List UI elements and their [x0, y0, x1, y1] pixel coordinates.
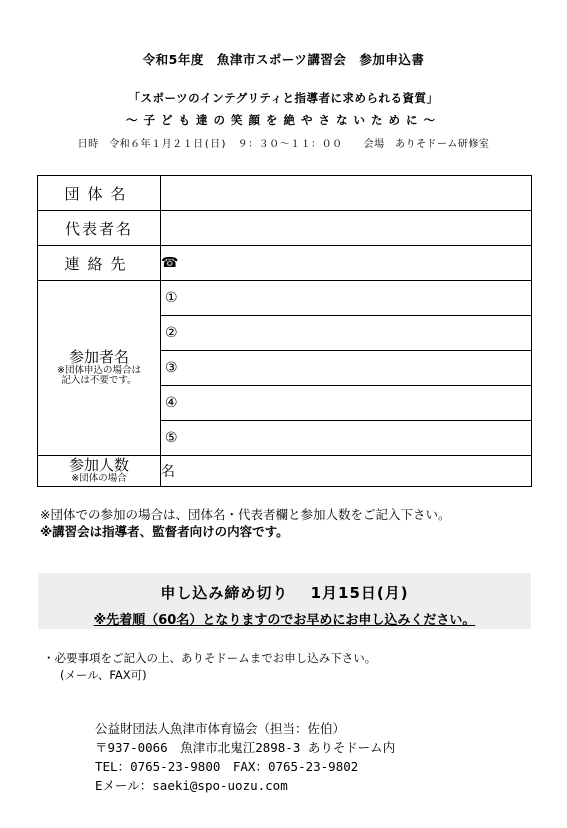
participant-count-label-cell [38, 456, 161, 487]
participant-field-5[interactable] [161, 421, 532, 456]
organization-email: Eメール：saeki@spo-uozu.com [95, 778, 288, 793]
participant-number: ③ [165, 360, 178, 376]
audience-note: ※講習会は指導者、監督者向けの内容です。 [40, 524, 289, 539]
capacity-note: ※先着順（60名）となりますのでお早めにお申し込みください。 [93, 613, 476, 628]
participant-field-3[interactable] [161, 351, 532, 386]
participant-number: ② [165, 325, 178, 341]
organization-name: 公益財団法人魚津市体育協会（担当：佐伯） [95, 721, 346, 736]
lecture-subtitle: 「スポーツのインテグリティと指導者に求められる資質」 [128, 91, 439, 105]
instruction-line: ・必要事項をご記入の上、ありそドームまでお申し込み下さい。 [43, 651, 377, 665]
event-date-venue: 日時 令和６年１月２１日(日) ９：３０～１１：００ 会場 ありそドーム研修室 [77, 139, 490, 150]
participant-count-field[interactable] [161, 456, 532, 487]
participant-field-4[interactable] [161, 386, 532, 421]
representative-field[interactable] [161, 211, 532, 246]
participants-note-1: ※団体申込の場合は [57, 364, 141, 376]
lecture-tagline: ～子ども達の笑顔を絶やさないために～ [126, 113, 441, 127]
participant-field-1[interactable] [161, 281, 532, 316]
contact-label: 連絡先 [38, 246, 161, 281]
contact-row [38, 246, 532, 281]
participant-count-note: ※団体の場合 [71, 472, 127, 484]
participant-number: ⑤ [165, 430, 178, 446]
group-name-field[interactable] [161, 176, 532, 211]
representative-row [38, 211, 532, 246]
participant-number: ④ [165, 395, 178, 411]
group-name-row [38, 176, 532, 211]
deadline-text: 申し込み締め切り 1月15日(月) [160, 584, 409, 602]
organization-phone-fax: TEL：0765-23-9800 FAX：0765-23-9802 [95, 759, 359, 774]
group-note: ※団体での参加の場合は、団体名・代表者欄と参加人数をご記入下さい。 [40, 507, 451, 522]
application-form-table [37, 175, 532, 487]
participant-count-row [38, 456, 532, 487]
group-name-label: 団体名 [38, 176, 161, 211]
representative-label: 代表者名 [38, 211, 161, 246]
participant-field-2[interactable] [161, 316, 532, 351]
participants-label: 参加者名 [68, 348, 129, 367]
organization-address: 〒937-0066 魚津市北鬼江2898-3 ありそドーム内 [95, 740, 396, 755]
participants-label-cell [38, 281, 161, 456]
contact-field[interactable] [161, 246, 532, 281]
count-unit: 名 [161, 464, 175, 480]
form-title: 令和5年度 魚津市スポーツ講習会 参加申込書 [142, 52, 425, 67]
participant-number: ① [165, 290, 178, 306]
telephone-icon: ☎ [161, 255, 179, 271]
participants-note-2: 記入は不要です。 [61, 374, 137, 386]
participant-count-label: 参加人数 [68, 456, 129, 475]
instruction-methods: (メール、FAX可) [60, 668, 147, 682]
participant-row [38, 281, 532, 316]
